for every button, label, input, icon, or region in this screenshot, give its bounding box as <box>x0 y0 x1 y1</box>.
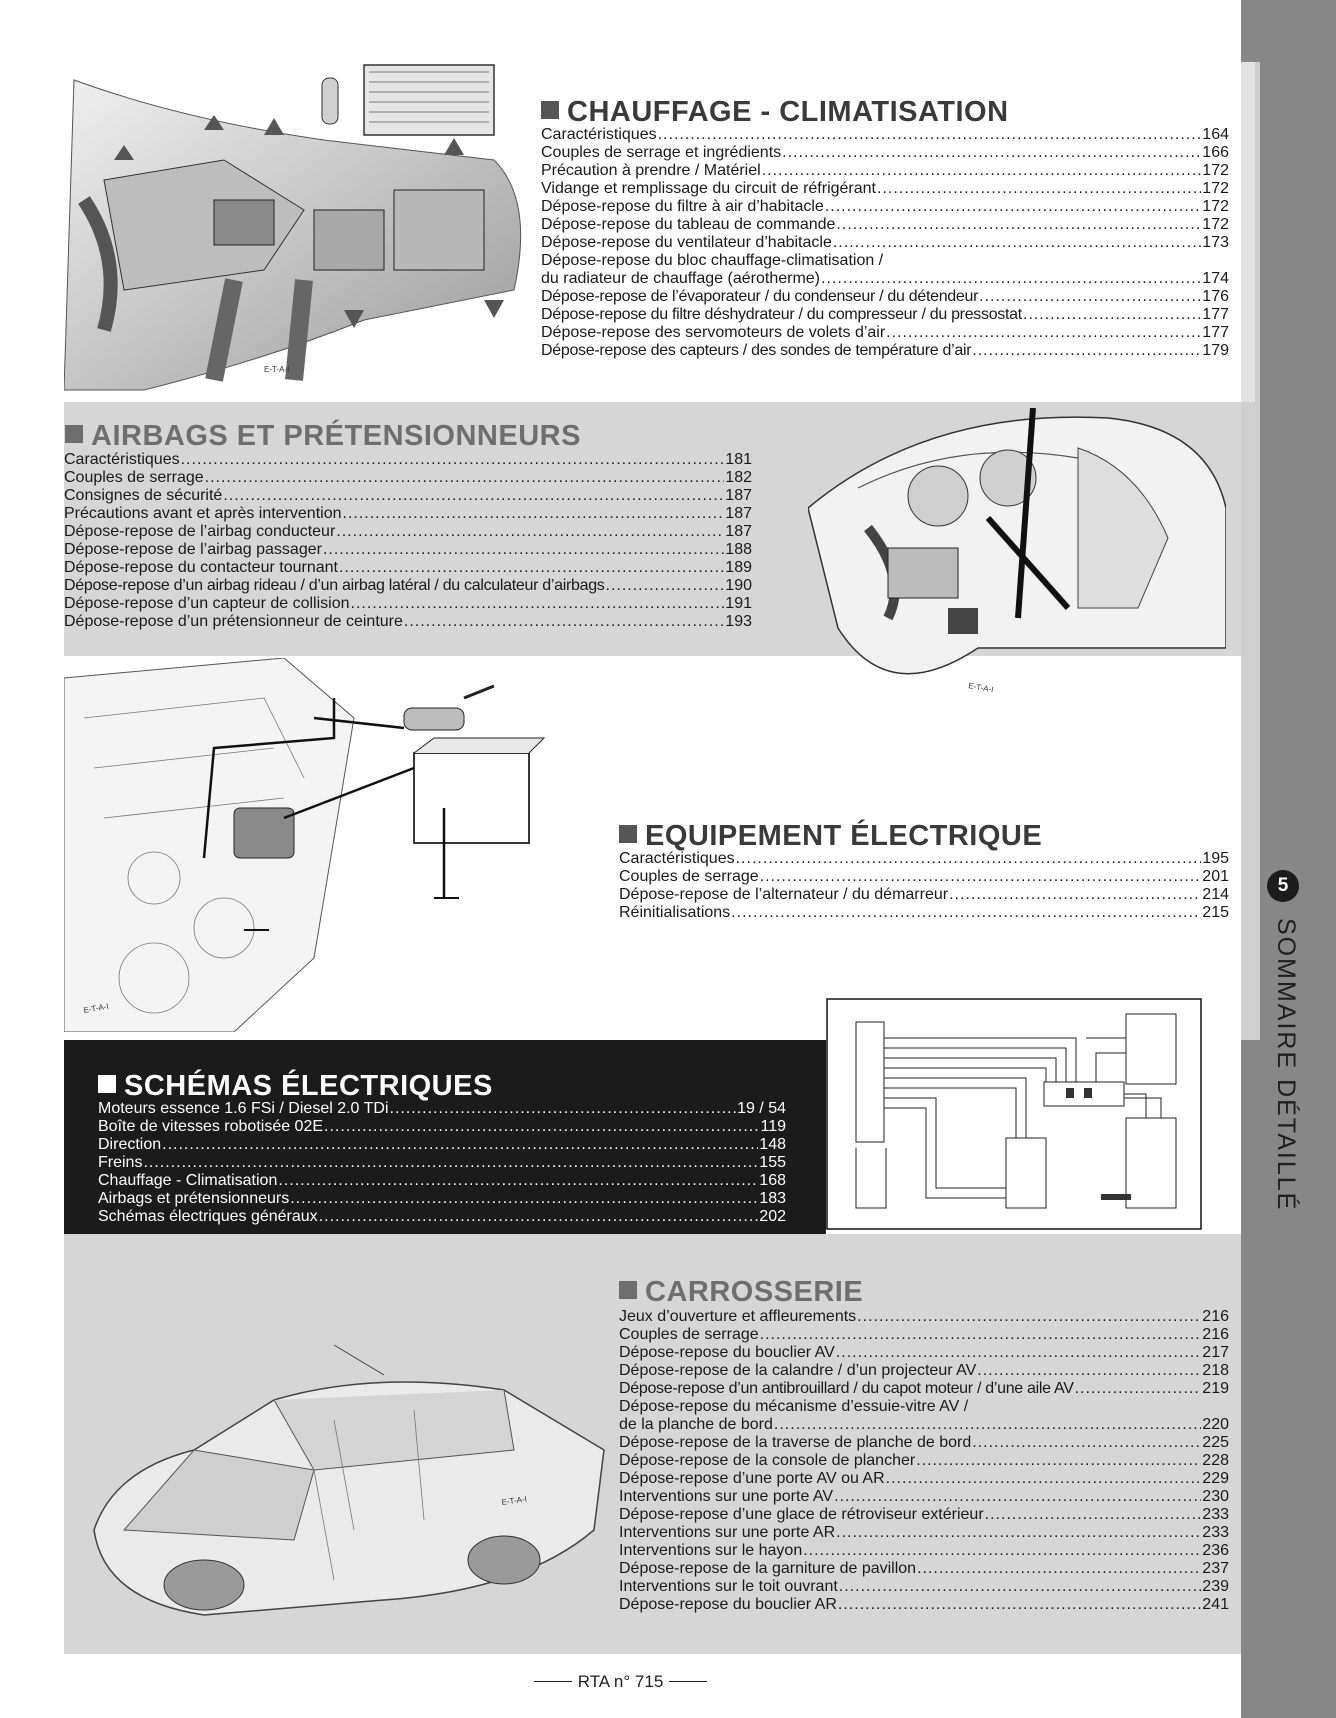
page-footer <box>0 1672 1241 1692</box>
toc-item: Dépose-repose du bouclier AV ..... 217 <box>619 1344 1229 1362</box>
toc-item: Dépose-repose du bouclier AR ..... 241 <box>619 1596 1229 1614</box>
section-title-chauffage: CHAUFFAGE - CLIMATISATION <box>541 96 1009 129</box>
toc-item: Dépose-repose de la calandre / d’un projecteur AV ..... 218 <box>619 1362 1229 1380</box>
section-title-airbags: AIRBAGS ET PRÉTENSIONNEURS <box>65 420 581 453</box>
toc-item: Consignes de sécurité ..... 187 <box>64 487 752 505</box>
toc-item: Couples de serrage ..... 182 <box>64 469 752 487</box>
toc-item: Dépose-repose de la console de plancher ..... 228 <box>619 1452 1229 1470</box>
wiring-schematic-illustration <box>826 998 1202 1230</box>
toc-item: Dépose-repose d’une porte AV ou AR ..... 229 <box>619 1470 1229 1488</box>
footer-text: RTA n° 715 <box>577 1672 664 1691</box>
toc-item: Dépose-repose du ventilateur d’habitacle ..... 173 <box>541 234 1229 252</box>
toc-item: Interventions sur le toit ouvrant ..... 239 <box>619 1578 1229 1596</box>
toc-item: Dépose-repose des servomoteurs de volets d’air ..... 177 <box>541 324 1229 342</box>
toc-item: Dépose-repose de la garniture de pavillon ..... 237 <box>619 1560 1229 1578</box>
toc-item: Direction ..... 148 <box>98 1136 786 1154</box>
section-title-schemas: SCHÉMAS ÉLECTRIQUES <box>98 1070 493 1103</box>
toc-item: Couples de serrage ..... 201 <box>619 868 1229 886</box>
toc-item: Jeux d’ouverture et affleurements ..... 216 <box>619 1308 1229 1326</box>
toc-item: Dépose-repose du bloc chauffage-climatisation / <box>541 252 884 269</box>
toc-item: Précaution à prendre / Matériel ..... 172 <box>541 162 1229 180</box>
section-title-carrosserie: CARROSSERIE <box>619 1276 863 1309</box>
toc-item: Freins ..... 155 <box>98 1154 786 1172</box>
toc-item: Dépose-repose d’une glace de rétroviseur extérieur ..... 233 <box>619 1506 1229 1524</box>
toc-item: Interventions sur une porte AR ..... 233 <box>619 1524 1229 1542</box>
svg-text:E-T-A-I: E-T-A-I <box>967 681 995 695</box>
toc-item: Dépose-repose d’un capteur de collision ..... 191 <box>64 595 752 613</box>
toc-item: du radiateur de chauffage (aérotherme) ..... 174 <box>541 270 1229 288</box>
toc-item: Caractéristiques ..... 181 <box>64 451 752 469</box>
side-tab-strip <box>1241 62 1255 402</box>
toc-item: Dépose-repose du tableau de commande ..... 172 <box>541 216 1229 234</box>
toc-item: Dépose-repose de l’évaporateur / du condenseur / du détendeur ..... 176 <box>541 288 1229 306</box>
toc-item: Réinitialisations ..... 215 <box>619 904 1229 922</box>
section-title-equipement: EQUIPEMENT ÉLECTRIQUE <box>619 820 1042 853</box>
etai-logo-mark: E-T-A-I <box>264 365 290 374</box>
toc-item: Dépose-repose de la traverse de planche de bord ..... 225 <box>619 1434 1229 1452</box>
toc-carrosserie <box>619 1308 1229 1614</box>
toc-chauffage <box>541 126 1229 360</box>
toc-item: Couples de serrage et ingrédients ..... 166 <box>541 144 1229 162</box>
hvac-dashboard-illustration <box>64 60 534 400</box>
toc-item: Dépose-repose du filtre déshydrateur / du compresseur / du pressostat ..... 177 <box>541 306 1229 324</box>
toc-item: Dépose-repose d’un antibrouillard / du capot moteur / d’une aile AV ..... 219 <box>619 1380 1229 1398</box>
toc-item: Boîte de vitesses robotisée 02E ..... 119 <box>98 1118 786 1136</box>
toc-item: Dépose-repose d’un prétensionneur de ceinture ..... 193 <box>64 613 752 631</box>
side-tab-label: SOMMAIRE DÉTAILLÉ <box>1272 918 1300 1212</box>
toc-item: Dépose-repose du contacteur tournant ..... 189 <box>64 559 752 577</box>
toc-item: Dépose-repose de l’airbag passager ..... 188 <box>64 541 752 559</box>
toc-item: Dépose-repose de l’alternateur / du démarreur ..... 214 <box>619 886 1229 904</box>
toc-item: Chauffage - Climatisation ..... 168 <box>98 1172 786 1190</box>
svg-text:E-T-A-I: E-T-A-I <box>82 1001 110 1015</box>
toc-item: Dépose-repose des capteurs / des sondes de température d’air ..... 179 <box>541 342 1229 360</box>
electrical-engine-illustration <box>64 658 584 1032</box>
toc-item: Caractéristiques ..... 164 <box>541 126 1229 144</box>
toc-item: Dépose-repose d’un airbag rideau / d’un airbag latéral / du calculateur d’airbags ..... 190 <box>64 577 752 595</box>
svg-text:E-T-A-I: E-T-A-I <box>501 1494 528 1507</box>
toc-item: Schémas électriques généraux ..... 202 <box>98 1208 786 1226</box>
toc-airbags <box>64 451 752 631</box>
toc-item: Dépose-repose de l’airbag conducteur ..... 187 <box>64 523 752 541</box>
toc-schemas <box>98 1100 786 1226</box>
toc-equipement <box>619 850 1229 922</box>
toc-item: de la planche de bord ..... 220 <box>619 1416 1229 1434</box>
chapter-number-badge: 5 <box>1267 870 1299 902</box>
toc-item: Dépose-repose du mécanisme d’essuie-vitre AV / <box>619 1398 969 1415</box>
toc-item: Dépose-repose du filtre à air d’habitacle ..... 172 <box>541 198 1229 216</box>
toc-item: Précautions avant et après intervention ..... 187 <box>64 505 752 523</box>
toc-item: Interventions sur le hayon ..... 236 <box>619 1542 1229 1560</box>
toc-item: Airbags et prétensionneurs ..... 183 <box>98 1190 786 1208</box>
toc-item: Vidange et remplissage du circuit de réfrigérant ..... 172 <box>541 180 1229 198</box>
car-body-illustration <box>84 1330 616 1630</box>
airbags-interior-illustration <box>808 408 1226 708</box>
toc-item: Couples de serrage ..... 216 <box>619 1326 1229 1344</box>
toc-item: Caractéristiques ..... 195 <box>619 850 1229 868</box>
toc-item: Moteurs essence 1.6 FSi / Diesel 2.0 TDi ..... 19 / 54 <box>98 1100 786 1118</box>
toc-item: Interventions sur une porte AV ..... 230 <box>619 1488 1229 1506</box>
